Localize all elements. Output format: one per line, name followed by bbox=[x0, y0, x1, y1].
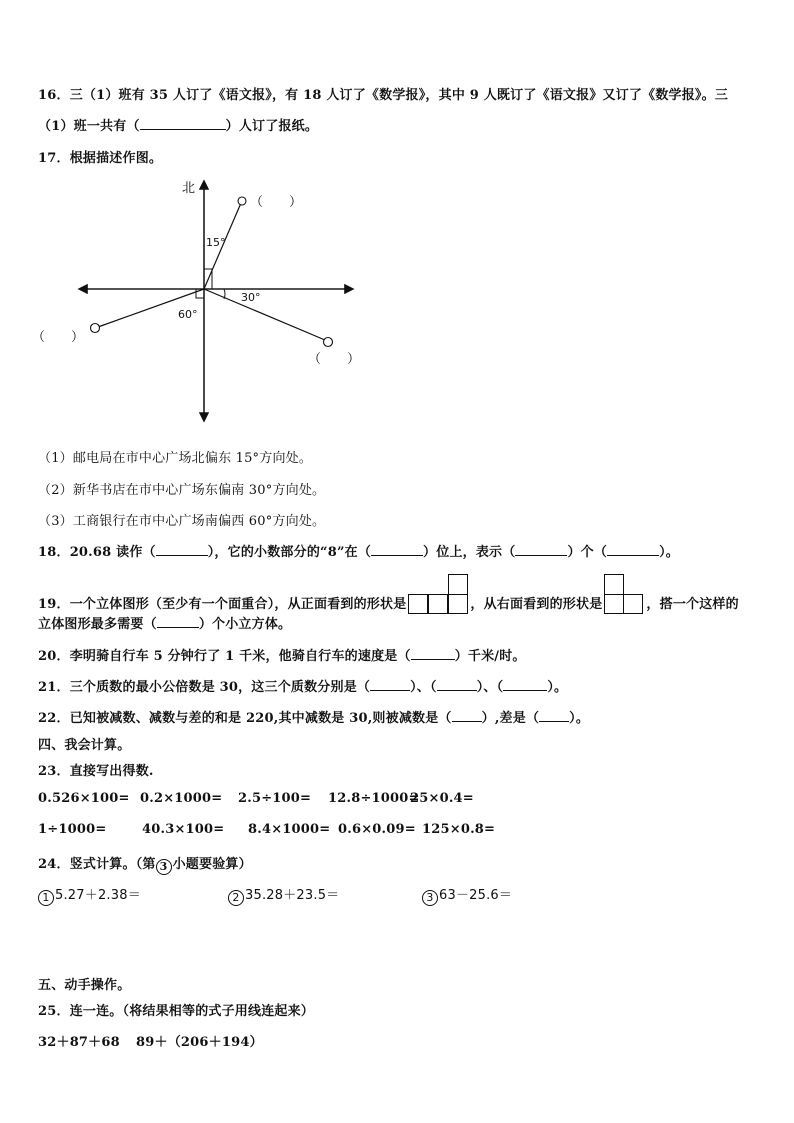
q18-text-e: ）。 bbox=[659, 545, 679, 560]
q25-expressions bbox=[38, 1031, 263, 1050]
q21-blank-1[interactable] bbox=[370, 678, 410, 691]
q20-blank[interactable] bbox=[411, 647, 455, 660]
q23-row2 bbox=[38, 822, 495, 837]
angle-mark-east bbox=[224, 289, 225, 299]
q24-item1-expr: 5.27＋2.38＝ bbox=[55, 888, 141, 903]
q22-text-b: ）,差是（ bbox=[481, 711, 540, 726]
q22-line bbox=[38, 707, 589, 726]
circled-number-3b: 3 bbox=[422, 890, 438, 906]
q16-answer-blank[interactable] bbox=[140, 117, 226, 130]
q18-blank-3[interactable] bbox=[515, 543, 567, 556]
q23-r2-item1: 1÷1000= bbox=[38, 822, 107, 837]
circled-number-1: 1 bbox=[38, 890, 54, 906]
q18-text-a: 18．20.68 读作（ bbox=[38, 545, 156, 560]
q17-item2: （2）新华书店在市中心广场东偏南 30°方向处。 bbox=[38, 483, 326, 498]
q23-row1 bbox=[38, 791, 474, 806]
q23-r2-item4: 0.6×0.09= bbox=[338, 822, 416, 837]
q18-text-d: ）个（ bbox=[567, 545, 608, 560]
q19-blank[interactable] bbox=[157, 615, 199, 628]
q21-text-a: 21．三个质数的最小公倍数是 30，这三个质数分别是（ bbox=[38, 680, 371, 695]
q24-title-b: 小题要验算） bbox=[172, 857, 252, 872]
q24-item1 bbox=[38, 884, 228, 906]
q23-r2-item5: 125×0.8= bbox=[422, 822, 496, 837]
q18-text-c: ）位上，表示（ bbox=[423, 545, 516, 560]
direction-diagram bbox=[30, 172, 380, 427]
front-view-figure bbox=[408, 574, 468, 614]
q16-text-b: ）人订了报纸。 bbox=[225, 119, 319, 134]
q23-r1-item4: 12.8÷1000= bbox=[328, 791, 420, 806]
q25-title: 25．连一连。（将结果相等的式子用线连起来） bbox=[38, 1004, 314, 1019]
angle-30-label: 30° bbox=[241, 291, 261, 304]
q19-line1 bbox=[38, 574, 739, 614]
q16-line1: 16．三（1）班有 35 人订了《语文报》，有 18 人订了《数学报》，其中 9 人既订了《语文报》又订了《数学报》。三 bbox=[38, 88, 729, 103]
q21-blank-2[interactable] bbox=[437, 678, 477, 691]
post-office-point bbox=[238, 197, 246, 205]
q17-item1: （1）邮电局在市中心广场北偏东 15°方向处。 bbox=[38, 451, 313, 466]
q16-text-a: （1）班一共有（ bbox=[38, 119, 140, 134]
section-4-heading: 四、我会计算。 bbox=[38, 738, 131, 753]
q21-text-b: ）、（ bbox=[410, 680, 437, 695]
q23-r2-item2: 40.3×100= bbox=[142, 822, 225, 837]
q20-line bbox=[38, 645, 526, 664]
q24-title bbox=[38, 853, 252, 875]
q18-blank-4[interactable] bbox=[607, 543, 659, 556]
q18-blank-2[interactable] bbox=[371, 543, 423, 556]
q19-text-e: ）个小立方体。 bbox=[198, 617, 292, 632]
q24-item2-expr: 35.28＋23.5＝ bbox=[245, 888, 340, 903]
q20-text-a: 20．李明骑自行车 5 分钟行了 1 千米，他骑自行车的速度是（ bbox=[38, 649, 411, 664]
bank-paren: （ ） bbox=[32, 330, 85, 345]
q25-left-expr[interactable]: 32＋87＋68 bbox=[38, 1035, 120, 1050]
circled-number-2: 2 bbox=[228, 890, 244, 906]
q21-blank-3[interactable] bbox=[503, 678, 547, 691]
angle-60-label: 60° bbox=[178, 308, 198, 321]
q19-line2 bbox=[38, 613, 291, 632]
q24-item3 bbox=[422, 888, 512, 903]
q23-r2-item3: 8.4×1000= bbox=[248, 822, 331, 837]
q24-item3-expr: 63－25.6＝ bbox=[439, 888, 513, 903]
bookstore-ray bbox=[204, 289, 325, 340]
q17-item3: （3）工商银行在市中心广场南偏西 60°方向处。 bbox=[38, 514, 326, 529]
q25-right-expr[interactable]: 89＋（206＋194） bbox=[136, 1035, 263, 1050]
right-view-figure bbox=[604, 574, 644, 614]
q17-title: 17．根据描述作图。 bbox=[38, 151, 163, 166]
q20-text-b: ）千米/时。 bbox=[454, 649, 526, 664]
q19-text-b: ，从右面看到的形状是 bbox=[470, 597, 603, 612]
q19-text-d: 立体图形最多需要（ bbox=[38, 617, 157, 632]
q22-blank-2[interactable] bbox=[539, 709, 569, 722]
circled-number-3: 3 bbox=[156, 859, 172, 875]
q23-r1-item3: 2.5÷100= bbox=[238, 791, 312, 806]
q18-line bbox=[38, 541, 679, 560]
q23-r1-item2: 0.2×1000= bbox=[140, 791, 223, 806]
q24-items bbox=[38, 884, 512, 906]
q16-line2 bbox=[38, 115, 318, 134]
q19-text-c: ，搭一个这样的 bbox=[646, 597, 739, 612]
q22-text-a: 22．已知被减数、减数与差的和是 220,其中减数是 30,则被减数是（ bbox=[38, 711, 452, 726]
q18-blank-1[interactable] bbox=[156, 543, 208, 556]
q24-item2 bbox=[228, 884, 422, 906]
bank-point bbox=[91, 324, 100, 333]
q21-text-d: ）。 bbox=[547, 680, 568, 695]
north-label: 北 bbox=[182, 181, 196, 196]
q23-title: 23．直接写出得数. bbox=[38, 764, 154, 779]
q21-text-c: ）、（ bbox=[476, 680, 504, 695]
q23-r1-item1: 0.526×100= bbox=[38, 791, 130, 806]
angle-15-label: 15° bbox=[206, 236, 226, 249]
post-office-paren: （ ） bbox=[250, 195, 303, 210]
q24-title-a: 24．竖式计算。（第 bbox=[38, 857, 156, 872]
bookstore-paren: （ ） bbox=[308, 352, 361, 367]
section-5-heading: 五、动手操作。 bbox=[38, 978, 131, 993]
bookstore-point bbox=[324, 338, 333, 347]
q21-line bbox=[38, 676, 567, 695]
q22-text-c: ）。 bbox=[569, 711, 590, 726]
q22-blank-1[interactable] bbox=[452, 709, 482, 722]
q23-r1-item5: 25×0.4= bbox=[410, 791, 474, 806]
q18-text-b: ），它的小数部分的“8”在（ bbox=[207, 545, 372, 560]
q19-text-a: 19．一个立体图形（至少有一个面重合），从正面看到的形状是 bbox=[38, 597, 407, 612]
